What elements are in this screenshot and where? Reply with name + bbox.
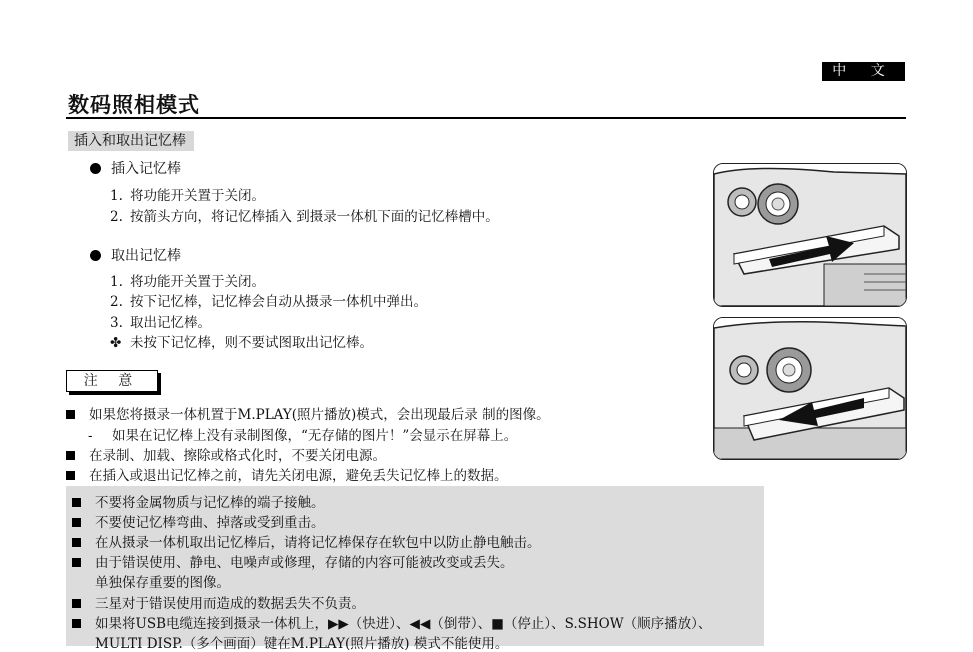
insert-step: 1. 将功能开关置于关闭。 — [110, 188, 265, 204]
eject-step: ✤ 未按下记忆棒，则不要试图取出记忆棒。 — [110, 335, 373, 351]
insert-subheading — [90, 158, 181, 178]
eject-title: 取出记忆棒 — [111, 248, 181, 264]
square-bullet-icon — [72, 538, 81, 547]
page-title: 数码照相模式 — [68, 93, 200, 117]
warning-item: 由于错误使用、静电、电噪声或修理，存储的内容可能被改变或丢失。 — [72, 551, 514, 571]
note-item: 在录制、加载、擦除或格式化时，不要关闭电源。 — [66, 444, 386, 464]
insert-step: 2. 按箭头方向，将记忆棒插入 到摄录一体机下面的记忆棒槽中。 — [110, 209, 499, 225]
camcorder-insert-drawing — [714, 164, 906, 306]
section-heading: 插入和取出记忆棒 — [68, 131, 194, 151]
square-bullet-icon — [72, 619, 81, 628]
camcorder-eject-drawing — [714, 318, 906, 459]
warning-item: 在从摄录一体机取出记忆棒后，请将记忆棒保存在软包中以防止静电触击。 — [72, 531, 541, 551]
warning-item: 如果将USB电缆连接到摄录一体机上，▶▶（快进）、◀◀（倒带）、■（停止）、S.SHOW（顺序播放）、 — [72, 612, 711, 632]
warning-continuation: MULTI DISP.（多个画面）键在M.PLAY(照片播放) 模式不能使用。 — [95, 636, 509, 652]
note-item: 在插入或退出记忆棒之前，请先关闭电源，避免丢失记忆棒上的数据。 — [66, 464, 508, 484]
eject-step: 2. 按下记忆棒，记忆棒会自动从摄录一体机中弹出。 — [110, 294, 427, 310]
warning-item: 不要将金属物质与记忆棒的端子接触。 — [72, 491, 325, 511]
warning-item: 不要使记忆棒弯曲、掉落或受到重击。 — [72, 511, 325, 531]
eject-step: 1. 将功能开关置于关闭。 — [110, 274, 265, 290]
bullet-dot-icon — [90, 250, 101, 261]
square-bullet-icon — [72, 518, 81, 527]
square-bullet-icon — [66, 471, 75, 480]
insert-illustration — [713, 163, 907, 307]
warning-item: 三星对于错误使用而造成的数据丢失不负责。 — [72, 592, 365, 612]
square-bullet-icon — [72, 599, 81, 608]
eject-step: 3. 取出记忆棒。 — [110, 315, 211, 331]
title-rule — [66, 117, 906, 119]
square-bullet-icon — [72, 558, 81, 567]
note-item: 如果您将摄录一体机置于M.PLAY(照片播放)模式，会出现最后录 制的图像。 — [66, 403, 550, 423]
note-subitem: - 如果在记忆棒上没有录制图像，“无存储的图片！”会显示在屏幕上。 — [88, 428, 518, 444]
eject-subheading — [90, 245, 181, 265]
notes-label: 注 意 — [66, 370, 158, 392]
square-bullet-icon — [66, 451, 75, 460]
eject-illustration — [713, 317, 907, 460]
insert-title: 插入记忆棒 — [111, 161, 181, 177]
square-bullet-icon — [66, 410, 75, 419]
language-tag: 中 文 — [822, 62, 905, 81]
bullet-dot-icon — [90, 163, 101, 174]
square-bullet-icon — [72, 498, 81, 507]
warning-continuation: 单独保存重要的图像。 — [95, 575, 230, 591]
